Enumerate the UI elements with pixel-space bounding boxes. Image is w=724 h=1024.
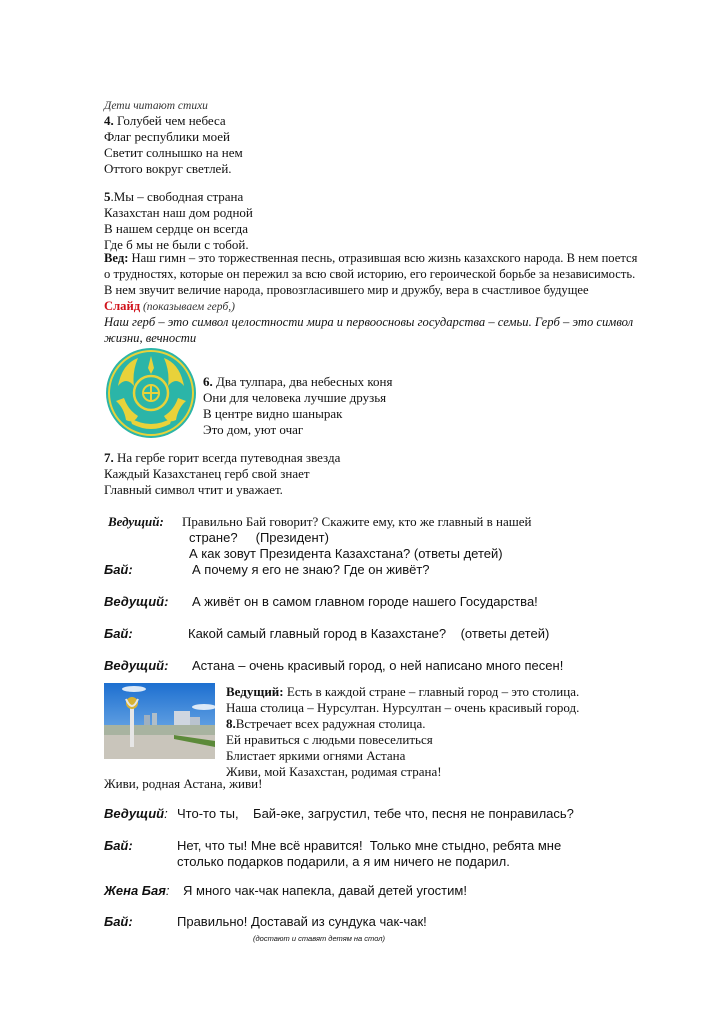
speaker-label (104, 562, 133, 578)
speaker-label: Ведущий: (108, 514, 164, 529)
capital-paragraph (226, 684, 579, 780)
poem-line: Блистает яркими огнями Астана (226, 748, 406, 763)
speaker-label: Бай: (104, 838, 133, 853)
paragraph-line: Наш гимн – это торжественная песнь, отразившая всю жизнь казахского народа. В нем поется (128, 251, 638, 265)
dialog-line: А как зовут Президента Казахстана? (ответы детей) (189, 546, 503, 561)
poem-line: Встречает всех радужная столица. (235, 716, 426, 731)
dialog-line: Я много чак-чак напекла, давай детей угостим! (183, 883, 467, 898)
dialog-line: столько подарков подарили, а я им ничего не подарил. (177, 854, 510, 869)
speaker-label: Ведущий: (104, 658, 169, 673)
emblem-image (104, 346, 198, 440)
poem-5 (104, 189, 253, 253)
poem-line: Где б мы не были с тобой. (104, 237, 249, 252)
dialog-line: Правильно! Доставай из сундука чак-чак! (177, 914, 427, 929)
poem-line: В нашем сердце он всегда (104, 221, 249, 236)
dialog-line: А живёт он в самом главном городе нашего Государства! (192, 594, 538, 609)
slide-note: (показываем герб,) (140, 301, 235, 313)
dialog-line: Какой самый главный город в Казахстане? (ответы детей) (188, 626, 550, 641)
poem-line: Каждый Казахстанец герб свой знает (104, 466, 310, 481)
poem-line: На гербе горит всегда путеводная звезда (113, 450, 341, 465)
paragraph-line: В нем звучит величие народа, провозгласившего мир и дружбу, вера в счастливое будущее (104, 283, 589, 297)
poem-4-number: 4. (104, 113, 114, 128)
poem-7-number: 7. (104, 450, 114, 465)
speaker-name: Бай: (104, 562, 133, 577)
poem-line: Живи, мой Казахстан, родимая страна! (226, 764, 442, 779)
paragraph-line: о трудностях, которые он пережил за всю свой историю, его героической борьбе за независимость. (104, 267, 636, 281)
poem-4 (104, 113, 243, 177)
poem-line: Они для человека лучшие друзья (203, 390, 387, 405)
coat-of-arms-icon (104, 346, 198, 440)
dialog-line: Что-то ты, Бай-әке, загрустил, тебе что, песня не понравилась? (177, 806, 574, 821)
speaker-label: Бай: (104, 914, 133, 929)
anthem-paragraph (104, 250, 637, 346)
poem-line: Ей нравиться с людьми повеселиться (226, 732, 433, 747)
speaker-colon: : (164, 806, 168, 821)
poem-5-number: 5 (104, 189, 111, 204)
poem-line: Это дом, уют очаг (203, 422, 304, 437)
paragraph-line: Наша столица – Нурсултан. Нурсултан – очень красивый город. (226, 700, 580, 715)
poem-line: Голубей чем небеса (113, 113, 226, 128)
poem-6 (203, 374, 392, 438)
dialog-line: Правильно Бай говорит? Скажите ему, кто же главный в нашей (182, 514, 532, 529)
poem-line: .Мы – свободная страна (110, 189, 244, 204)
paragraph-line: Наш герб – это символ целостности мира и первоосновы государства – семьи. Герб – это символ (104, 315, 634, 329)
dialog-line: стране? (Президент) (189, 530, 329, 545)
poem-line: Два тулпара, два небесных коня (212, 374, 393, 389)
poem-line: Светит солнышко на нем (104, 145, 243, 160)
poem-8-number: 8. (226, 716, 236, 731)
poem-6-number: 6. (203, 374, 213, 389)
dialog-line: А почему я его не знаю? Где он живёт? (192, 562, 430, 577)
speaker-label: Вед: (104, 251, 129, 265)
paragraph-line: Есть в каждой стране – главный город – это столица. (283, 684, 580, 699)
poem-line: В центре видно шанырак (203, 406, 343, 421)
city-skyline-icon (104, 683, 215, 759)
poem-line: Казахстан наш дом родной (104, 205, 253, 220)
speaker-label: Ведущий: (226, 684, 284, 699)
poem-line: Живи, родная Астана, живи! (104, 776, 263, 791)
poem-line: Оттого вокруг светлей. (104, 161, 232, 176)
speaker-label (104, 883, 170, 899)
astana-photo (104, 683, 215, 759)
poem-line: Главный символ чтит и уважает. (104, 482, 283, 497)
slide-label: Слайд (104, 299, 141, 313)
speaker-label (104, 806, 168, 822)
dialog-line: Астана – очень красивый город, о ней написано много песен! (192, 658, 564, 673)
dialog-line: Нет, что ты! Мне всё нравится! Только мне стыдно, ребята мне (177, 838, 562, 853)
poem-7 (104, 450, 340, 498)
speaker-colon: : (165, 883, 170, 898)
speaker-label: Ведущий: (104, 594, 169, 609)
stage-direction: (достают и ставят детям на стол) (253, 934, 385, 943)
paragraph-line: жизни, вечности (104, 331, 197, 345)
speaker-name: Ведущий (104, 806, 165, 821)
speaker-name: Жена Бая (104, 883, 166, 898)
intro-note: Дети читают стихи (104, 100, 208, 112)
poem-line: Флаг республики моей (104, 129, 230, 144)
speaker-label: Бай: (104, 626, 133, 641)
